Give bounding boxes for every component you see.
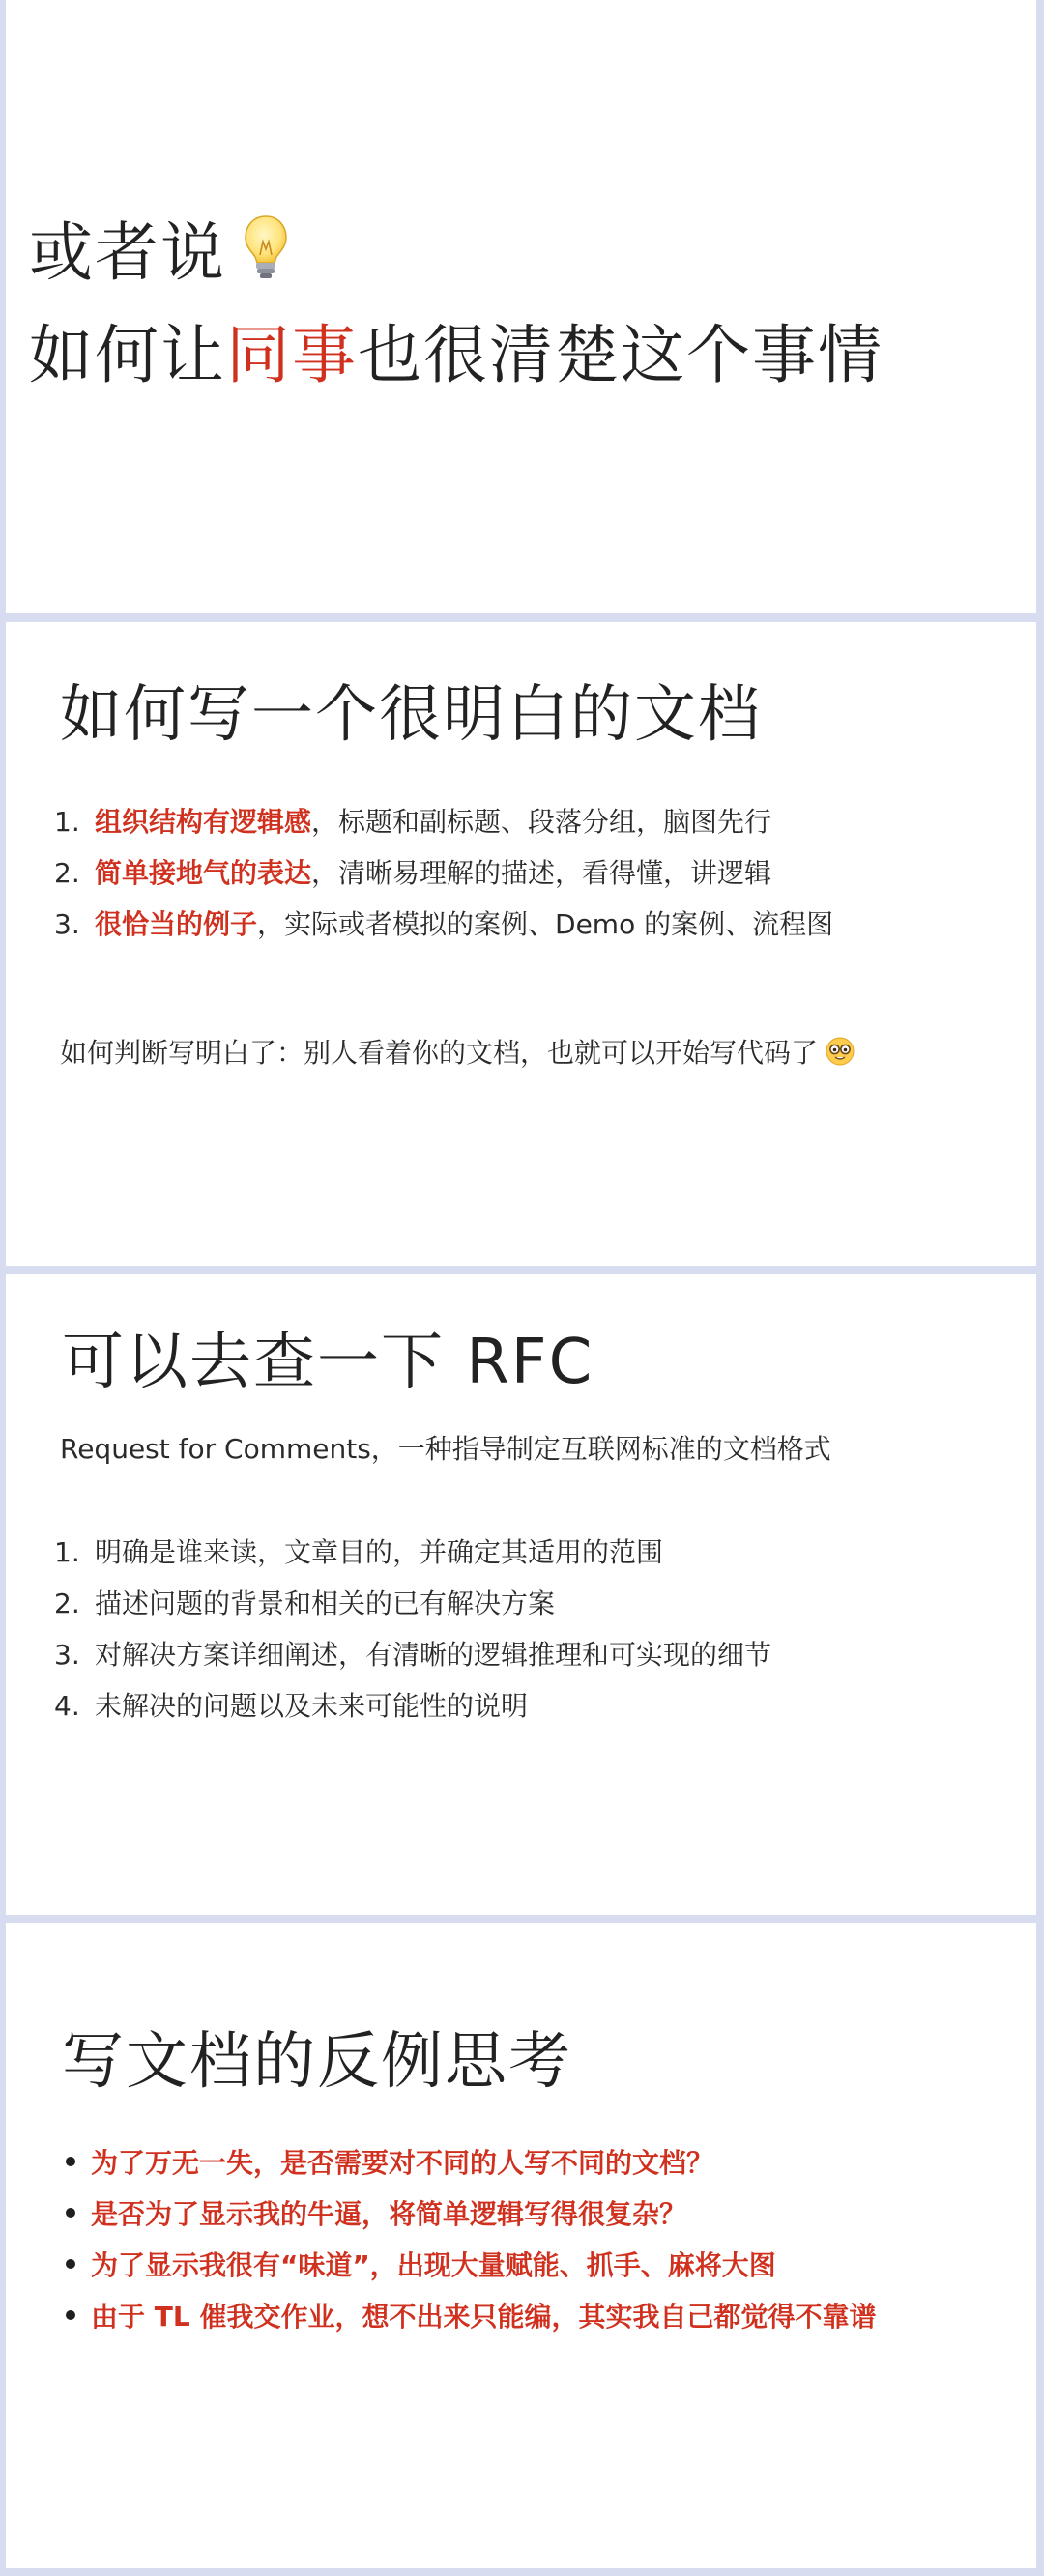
list-item [62, 2137, 876, 2189]
list-item-text: ，实际或者模拟的案例、Demo 的案例、流程图 [257, 908, 834, 940]
hero-line-2-pre: 如何让 [29, 318, 226, 392]
lightbulb-icon [244, 215, 288, 282]
section-title: 如何写一个很明白的文档 [60, 679, 762, 751]
list-item-text: 未解决的问题以及未来可能性的说明 [95, 1690, 529, 1722]
list-item [54, 796, 833, 847]
hero-line-2 [29, 303, 884, 395]
list-item [54, 1527, 771, 1578]
list-item-highlight: 组织结构有逻辑感 [95, 806, 312, 838]
hero-line-2-post: 也很清楚这个事情 [358, 318, 884, 392]
list-item [54, 899, 833, 950]
list-item-text: 是否为了显示我的牛逼，将简单逻辑写得很复杂？ [91, 2198, 687, 2230]
judgement-note [60, 1032, 855, 1071]
bullet-dot [66, 2259, 75, 2269]
list-item [62, 2240, 876, 2291]
hero-line-2-highlight: 同事 [226, 318, 358, 392]
list-item-text: ，标题和副标题、段落分组，脑图先行 [311, 806, 772, 838]
section-title: 写文档的反例思考 [62, 2026, 572, 2098]
list-item-highlight: 很恰当的例子 [95, 908, 258, 940]
note-text: 如何判断写明白了：别人看着你的文档，也就可以开始写代码了 [60, 1037, 819, 1069]
hero-line-1 [29, 201, 288, 293]
bullet-dot [66, 2310, 75, 2320]
counterexample-panel [6, 1923, 1036, 2568]
list-item [54, 1629, 771, 1680]
list-item [54, 1578, 771, 1629]
list-item-number: 4. [54, 1690, 80, 1722]
hero-line-1-text: 或者说 [29, 215, 226, 290]
clear-doc-panel [6, 622, 1036, 1266]
section-title: 可以去查一下 RFC [62, 1327, 594, 1398]
list-item-number: 2. [54, 1588, 80, 1619]
bullet-dot [66, 2157, 75, 2166]
nerd-face-icon [826, 1037, 855, 1066]
list-item-number: 2. [54, 857, 80, 889]
rfc-panel [6, 1274, 1036, 1915]
counterexample-list [62, 2137, 876, 2342]
hero-panel [6, 0, 1036, 613]
list-item-highlight: 简单接地气的表达 [95, 857, 312, 889]
list-item-text: 对解决方案详细阐述，有清晰的逻辑推理和可实现的细节 [95, 1639, 772, 1671]
section-subtitle: Request for Comments，一种指导制定互联网标准的文档格式 [60, 1433, 831, 1465]
list-item-text: 为了显示我很有“味道”，出现大量赋能、抓手、麻将大图 [91, 2249, 776, 2281]
list-item-text: ，清晰易理解的描述，看得懂，讲逻辑 [311, 857, 772, 889]
principles-list [54, 796, 833, 950]
bullet-dot [66, 2208, 75, 2218]
list-item-text: 为了万无一失，是否需要对不同的人写不同的文档？ [91, 2147, 714, 2179]
list-item-text: 明确是谁来读，文章目的，并确定其适用的范围 [95, 1536, 664, 1568]
list-item-number: 1. [54, 806, 80, 838]
list-item-text: 由于 TL 催我交作业，想不出来只能编，其实我自己都觉得不靠谱 [91, 2301, 877, 2333]
list-item-number: 3. [54, 1639, 80, 1671]
list-item-number: 3. [54, 908, 80, 940]
list-item [62, 2291, 876, 2342]
list-item-number: 1. [54, 1536, 80, 1568]
rfc-list [54, 1527, 771, 1732]
list-item [62, 2189, 876, 2240]
list-item [54, 1680, 771, 1732]
list-item [54, 847, 833, 899]
list-item-text: 描述问题的背景和相关的已有解决方案 [95, 1588, 556, 1619]
